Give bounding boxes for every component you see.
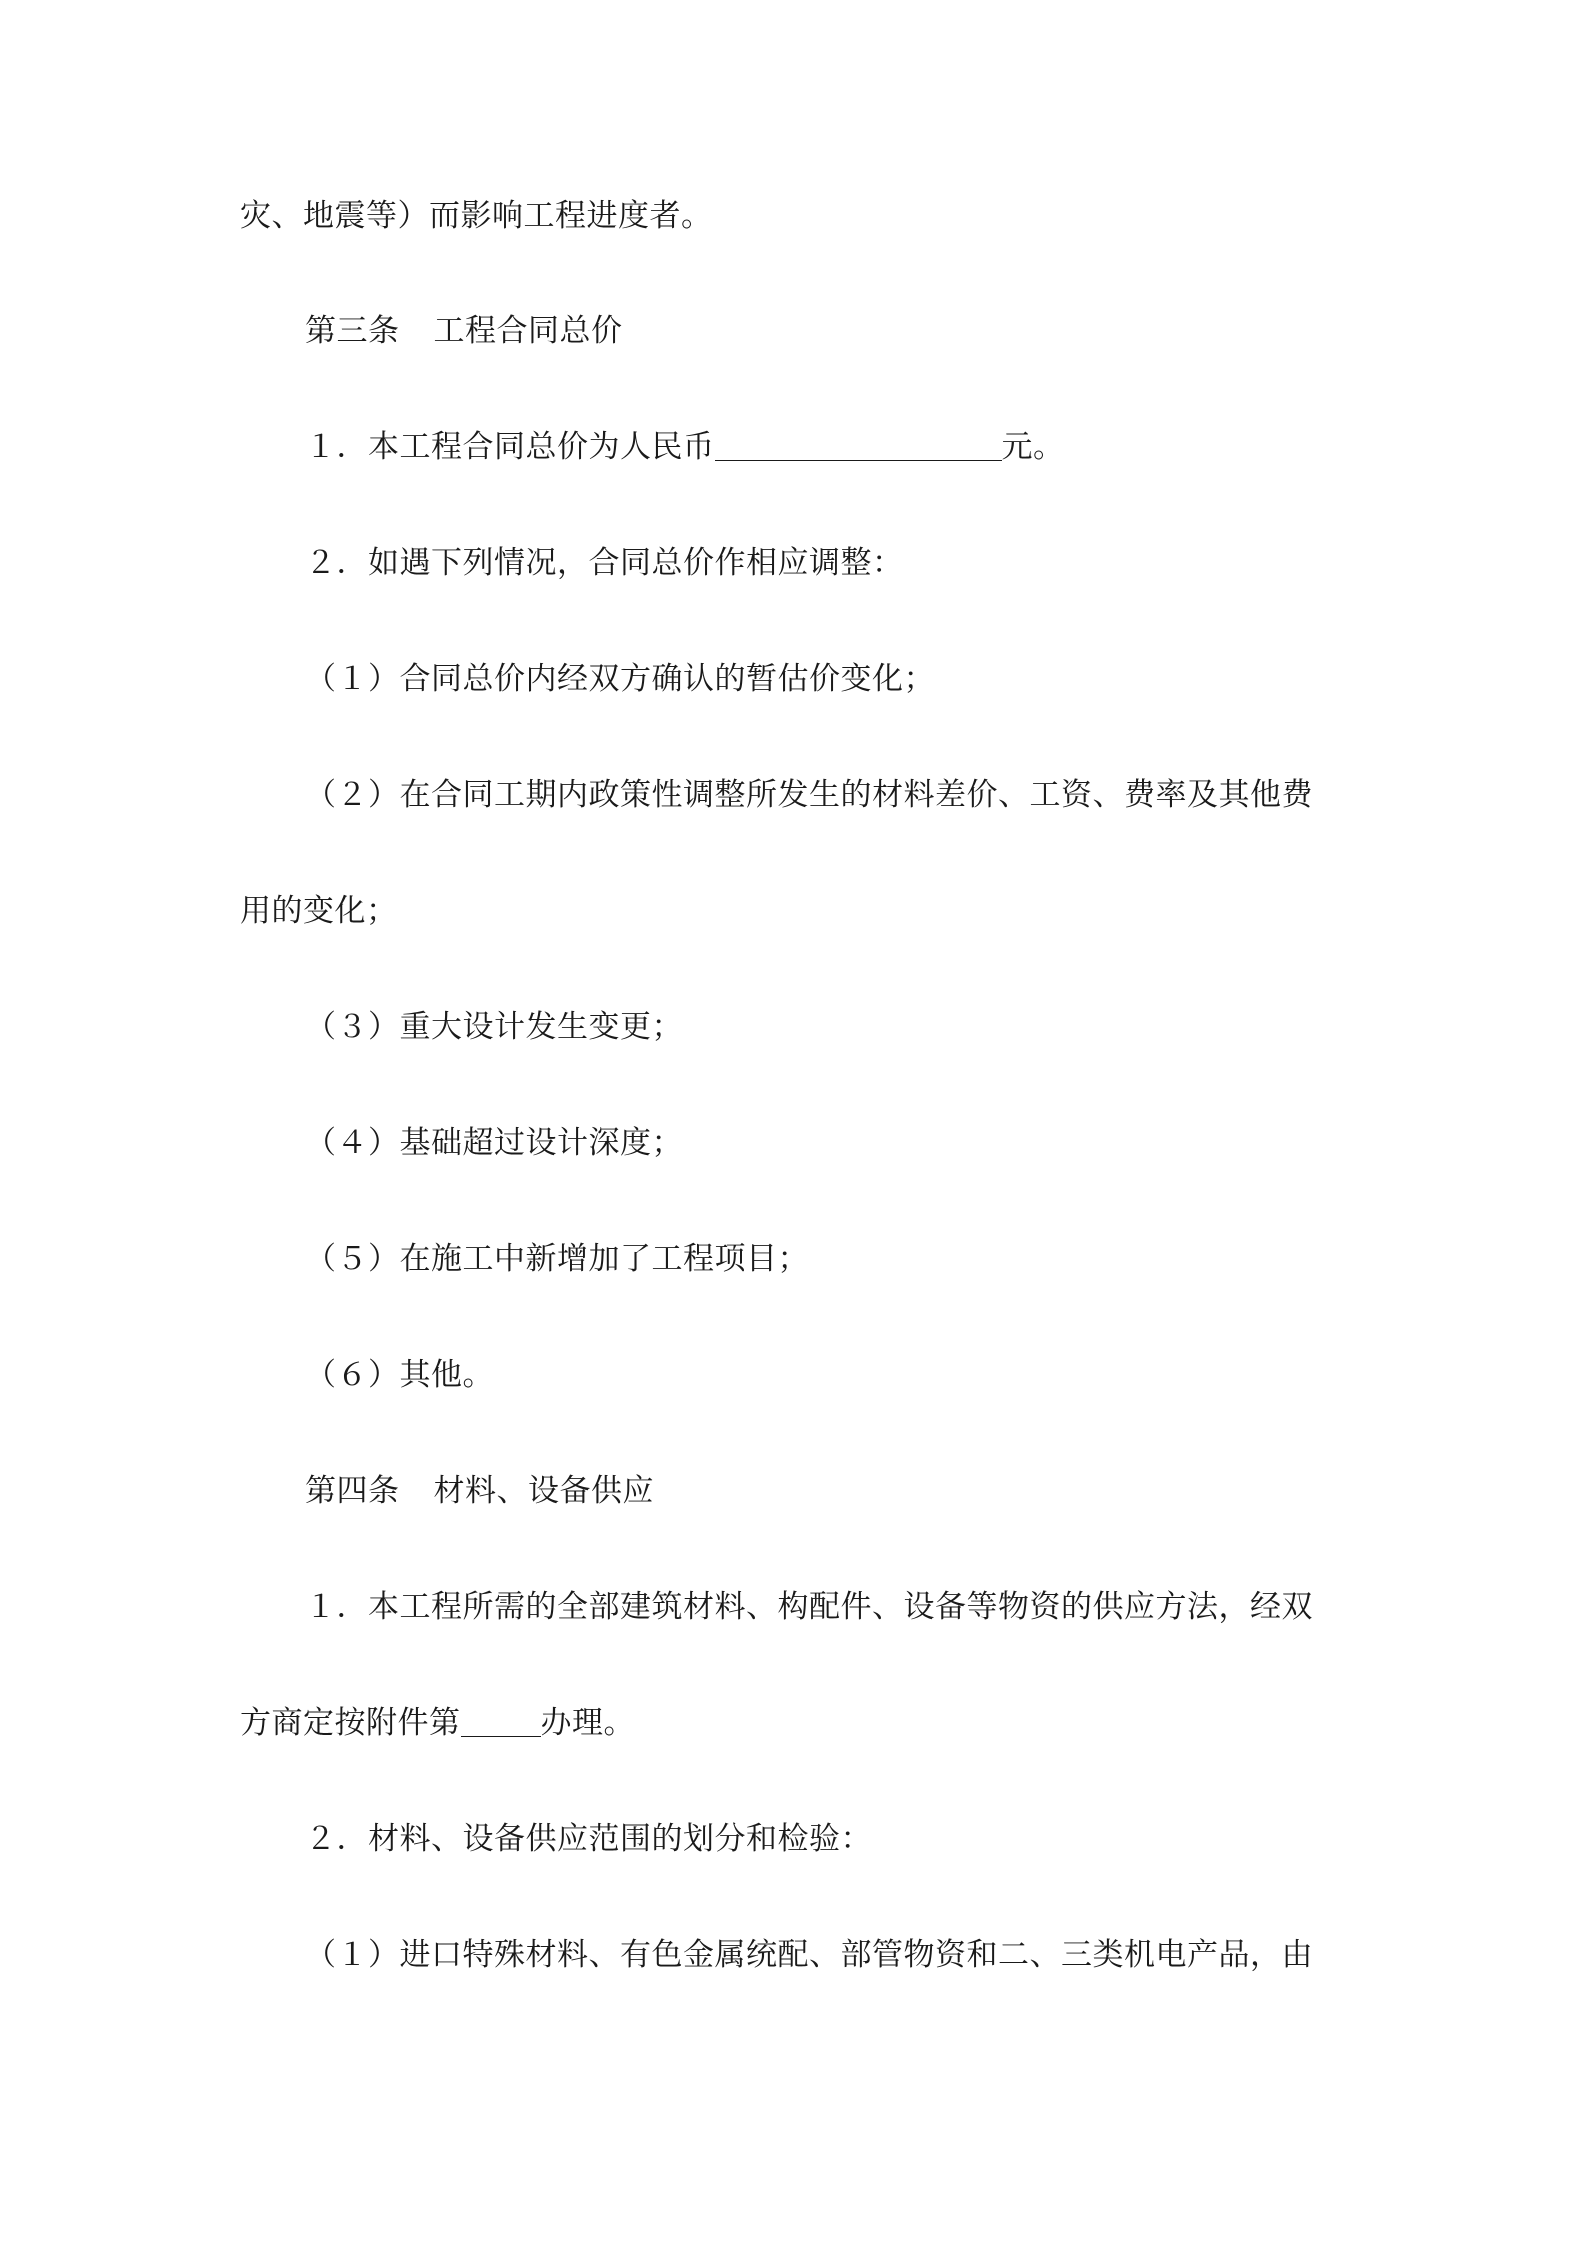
article-number: 第三条 (305, 313, 400, 349)
supply-scope-item: ２．材料、设备供应范围的划分和检验： (305, 1821, 872, 1857)
price-adjustment-item: ２．如遇下列情况，合同总价作相应调整： (305, 545, 904, 581)
attachment-blank-field (461, 1706, 541, 1737)
sub-item-1: （１）合同总价内经双方确认的暂估价变化； (305, 661, 935, 697)
sub-item-4: （４）基础超过设计深度； (305, 1125, 683, 1161)
article-4-heading (305, 1471, 654, 1511)
article-title: 工程合同总价 (433, 313, 623, 349)
sub-item-5: （５）在施工中新增加了工程项目； (305, 1241, 809, 1277)
article-title: 材料、设备供应 (433, 1473, 654, 1509)
sub-item-6: （６）其他。 (305, 1357, 494, 1393)
paragraph-continuation: 灾、地震等）而影响工程进度者。 (240, 198, 713, 234)
supply-method-continuation: 方商定按附件第 办理。 (240, 1705, 635, 1741)
sub-item-2-continuation: 用的变化； (240, 893, 398, 929)
sub-item-2: （２）在合同工期内政策性调整所发生的材料差价、工资、费率及其他费 (305, 777, 1313, 813)
price-blank-field (715, 430, 1002, 461)
article-number: 第四条 (305, 1473, 400, 1509)
article-3-heading (305, 311, 623, 351)
supply-method-item: １．本工程所需的全部建筑材料、构配件、设备等物资的供应方法，经双 (305, 1589, 1313, 1625)
supply-sub-item-1: （１）进口特殊材料、有色金属统配、部管物资和二、三类机电产品，由 (305, 1937, 1313, 1973)
sub-item-3: （３）重大设计发生变更； (305, 1009, 683, 1045)
contract-price-item: １．本工程合同总价为人民币 元。 (305, 429, 1065, 465)
